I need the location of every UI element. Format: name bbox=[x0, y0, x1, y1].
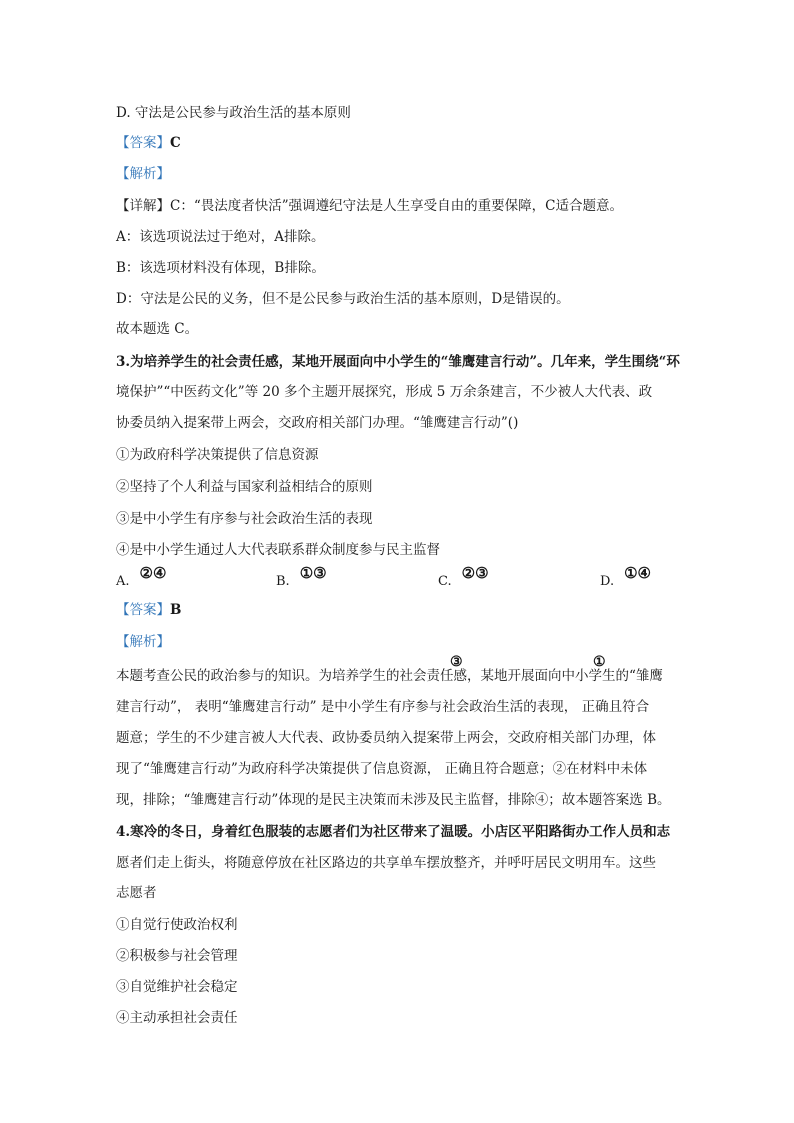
option-letter: C. bbox=[438, 574, 452, 589]
q2-detail-line bbox=[116, 196, 623, 216]
q3-option-c bbox=[438, 564, 489, 592]
q2-answer-line bbox=[116, 133, 181, 153]
q4-item-3: ③自觉维护社会稳定 bbox=[116, 979, 238, 995]
option-value: ②④ bbox=[139, 564, 167, 582]
q3-option-a bbox=[116, 564, 167, 592]
answer-tag: 【答案】 bbox=[116, 135, 170, 151]
q2-conclusion: 故本题选 C。 bbox=[116, 321, 199, 337]
q4-stem-line-1: 4.寒冷的冬日，身着红色服装的志愿者们为社区带来了温暖。小店区平阳路街办工作人员和志 bbox=[116, 824, 671, 840]
q4-item-2: ②积极参与社会管理 bbox=[116, 948, 238, 964]
q3-analysis-line-1: 本题考查公民的政治参与的知识。为培养学生的社会责任感，某地开展面向中小学生的“雏鹰 bbox=[116, 668, 663, 684]
q2-option-d: D. 守法是公民参与政治生活的基本原则 bbox=[116, 105, 351, 121]
q3-floating-number-1: ① bbox=[593, 654, 606, 670]
option-letter: D. bbox=[600, 574, 615, 589]
q2-line-a: A：该选项说法过于绝对，A排除。 bbox=[116, 229, 325, 245]
q3-analysis-line-2: 建言行动”， 表明“雏鹰建言行动” 是中小学生有序参与社会政治生活的表现， 正确且符合 bbox=[116, 699, 650, 715]
q2-line-d: D：守法是公民的义务，但不是公民参与政治生活的基本原则，D是错误的。 bbox=[116, 291, 570, 307]
option-value: ①③ bbox=[299, 564, 327, 582]
option-value: ②③ bbox=[461, 564, 489, 582]
answer-tag: 【答案】 bbox=[116, 602, 170, 618]
q3-item-2: ②坚持了个人利益与国家利益相结合的原则 bbox=[116, 479, 373, 495]
q3-analysis-line-5: 现，排除；“雏鹰建言行动”体现的是民主决策而未涉及民主监督，排除④；故本题答案选 B。 bbox=[116, 792, 671, 808]
q3-option-b bbox=[276, 564, 327, 592]
detail-text: C：“畏法度者快活”强调遵纪守法是人生享受自由的重要保障，C适合题意。 bbox=[170, 198, 623, 214]
q3-stem-line-2: 境保护”“中医药文化”等 20 多个主题开展探究，形成 5 万余条建言，不少被人大代表、政 bbox=[116, 384, 653, 400]
detail-tag: 【详解】 bbox=[116, 198, 170, 214]
q3-answer-line bbox=[116, 600, 181, 620]
option-value: ①④ bbox=[624, 564, 651, 582]
q2-analysis-tag: 【解析】 bbox=[116, 166, 170, 182]
q4-item-1: ①自觉行使政治权利 bbox=[116, 917, 238, 933]
q3-analysis-tag: 【解析】 bbox=[116, 634, 170, 650]
q4-stem-line-3: 志愿者 bbox=[116, 885, 157, 901]
q3-item-1: ①为政府科学决策提供了信息资源 bbox=[116, 447, 319, 463]
q3-item-4: ④是中小学生通过人大代表联系群众制度参与民主监督 bbox=[116, 542, 440, 558]
q3-stem-line-3: 协委员纳入提案带上两会，交政府相关部门办理。“雏鹰建言行动”() bbox=[116, 415, 519, 431]
q3-analysis-line-4: 现了“雏鹰建言行动”为政府科学决策提供了信息资源， 正确且符合题意；②在材料中未体 bbox=[116, 761, 648, 777]
q2-line-b: B：该选项材料没有体现，B排除。 bbox=[116, 260, 325, 276]
q3-analysis-line-3: 题意；学生的不少建言被人大代表、政协委员纳入提案带上两会，交政府相关部门办理，体 bbox=[116, 730, 656, 746]
q3-floating-number-3: ③ bbox=[450, 654, 463, 670]
option-letter: B. bbox=[276, 574, 290, 589]
answer-value: B bbox=[170, 602, 182, 618]
q4-stem-line-2: 愿者们走上街头，将随意停放在社区路边的共享单车摆放整齐，并呼吁居民文明用车。这些 bbox=[116, 855, 656, 871]
q3-stem-line-1: 3.为培养学生的社会责任感，某地开展面向中小学生的“雏鹰建言行动”。几年来，学生围绕“环 bbox=[116, 354, 680, 370]
option-letter: A. bbox=[116, 574, 130, 589]
q3-item-3: ③是中小学生有序参与社会政治生活的表现 bbox=[116, 511, 373, 527]
q3-option-d bbox=[600, 564, 651, 592]
q4-item-4: ④主动承担社会责任 bbox=[116, 1010, 238, 1026]
answer-value: C bbox=[170, 135, 181, 151]
